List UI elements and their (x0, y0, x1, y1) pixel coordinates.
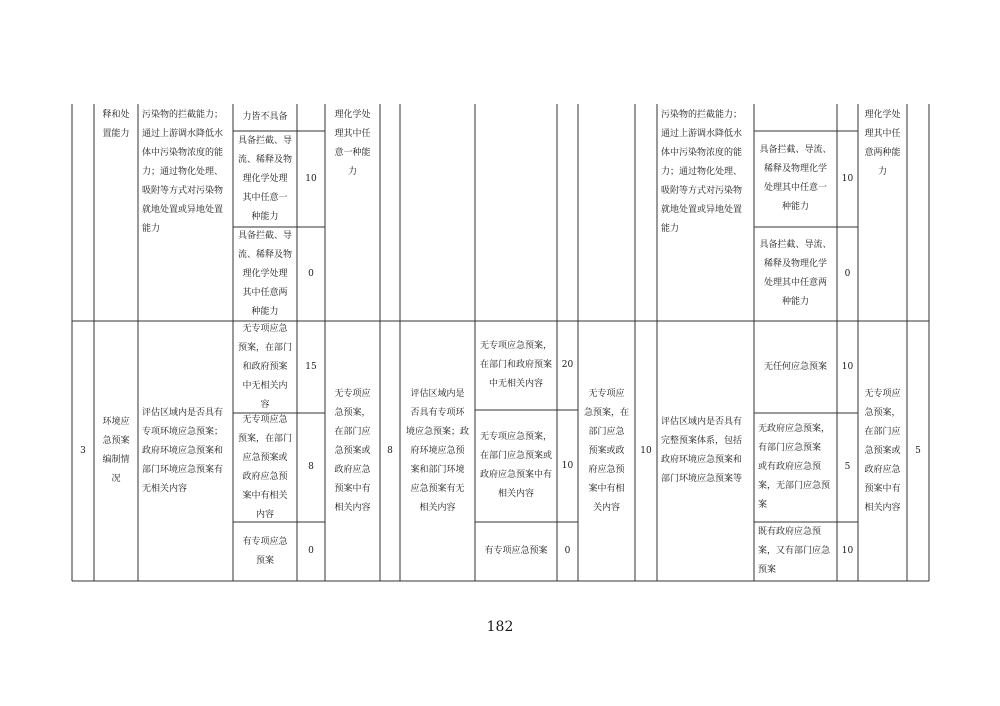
level-score-cell: 0 (564, 546, 571, 556)
evaluation-result-cell: 无专项应 急预案，在 部门应急 预案或政 府应急预 案中有相 关内容 (583, 388, 629, 513)
level-score-cell: 10 (841, 173, 854, 184)
level-label-cell: 具备拦截、导流、 稀释及物理化学 处理其中任意一 种能力 (759, 145, 832, 212)
level-score-cell: 10 (841, 361, 854, 372)
level-label-cell: 无政府应急预案， 有部门应急预案 或有政府应急预 案，无部门应急预 案 (758, 424, 831, 510)
level-label-cell: 有专项应急 预案 (242, 536, 288, 566)
level-score-cell: 0 (844, 268, 851, 279)
level-label-cell: 具备拦截、导 流、稀释及物 理化学处理 其中任意一 种能力 (237, 135, 292, 222)
evaluation-result-cell: 理化学处 理其中任 意一种能 力 (334, 110, 371, 177)
evaluation-score-cell: 10 (640, 445, 652, 456)
level-label-cell: 无任何应急预案 (763, 361, 827, 372)
level-score-cell: 10 (841, 546, 854, 556)
level-label-cell: 有专项应急预案 (484, 546, 548, 556)
criteria-description-cell: 污染物的拦截能力； 通过上游调水降低水 体中污染物浓度的能 力；通过物化处理、 吸附等方式对污染物 就地处置或异地处置 能力 (661, 110, 743, 234)
criteria-description-cell: 评估区域内是否具有 完整预案体系，包括 政府环境应急预案和 部门环境应急预案等 (661, 417, 743, 484)
level-score-cell: 10 (561, 460, 574, 471)
evaluation-score-cell: 5 (915, 445, 921, 456)
level-score-cell: 10 (305, 173, 317, 184)
level-score-cell: 20 (561, 360, 574, 370)
evaluation-result-cell: 理化学处 理其中任 意两种能 力 (864, 110, 901, 177)
level-label-cell: 无专项应急预案， 在部门应急预案或 政府应急预案中有 相关内容 (479, 432, 552, 499)
page-number: 182 (486, 619, 514, 635)
level-score-cell: 15 (305, 361, 317, 372)
level-label-cell: 无专项应急 预案，在部门 应急预案或 政府应急预 案中有相关 内容 (237, 414, 292, 520)
level-label-cell: 既有政府应急预 案，又有部门应急 预案 (758, 527, 831, 575)
level-label-cell: 无专项应急预案， 在部门和政府预案 中无相关内容 (479, 341, 552, 389)
level-label-cell: 具备拦截、导 流、稀释及物 理化学处理 其中任意两 种能力 (237, 230, 292, 317)
row-number-cell: 3 (80, 445, 86, 456)
criteria-description-cell: 评估区域内是 否具有专项环 境应急预案；政 府环境应急预 案和部门环境 应急预案有无 相关内容 (405, 388, 469, 513)
level-score-cell: 5 (844, 462, 851, 472)
level-score-cell: 0 (308, 268, 314, 279)
item-name-cell: 释和处 置能力 (102, 110, 130, 139)
level-label-cell: 力皆不具备 (242, 112, 288, 122)
level-score-cell: 8 (308, 462, 314, 472)
evaluation-score-cell: 8 (387, 445, 393, 456)
level-label-cell: 具备拦截、导流、 稀释及物理化学 处理其中任意两 种能力 (759, 240, 832, 307)
item-name-cell: 环境应 急预案 编制情 况 (102, 417, 130, 484)
level-label-cell: 无专项应急 预案，在部门 和政府预案 中无相关内 容 (237, 323, 292, 410)
evaluation-result-cell: 无专项应 急预案， 在部门应 急预案或 政府应急 预案中有 相关内容 (864, 388, 901, 513)
evaluation-result-cell: 无专项应 急预案， 在部门应 急预案或 政府应急 预案中有 相关内容 (334, 388, 371, 513)
criteria-description-cell: 污染物的拦截能力； 通过上游调水降低水 体中污染物浓度的能 力；通过物化处理、 吸附等方式对污染物 就地处置或异地处置 能力 (142, 110, 224, 234)
level-score-cell: 0 (308, 546, 314, 556)
criteria-description-cell: 评估区域内是否具有 专项环境应急预案； 政府环境应急预案和 部门环境应急预案有 无相关内容 (142, 407, 224, 494)
